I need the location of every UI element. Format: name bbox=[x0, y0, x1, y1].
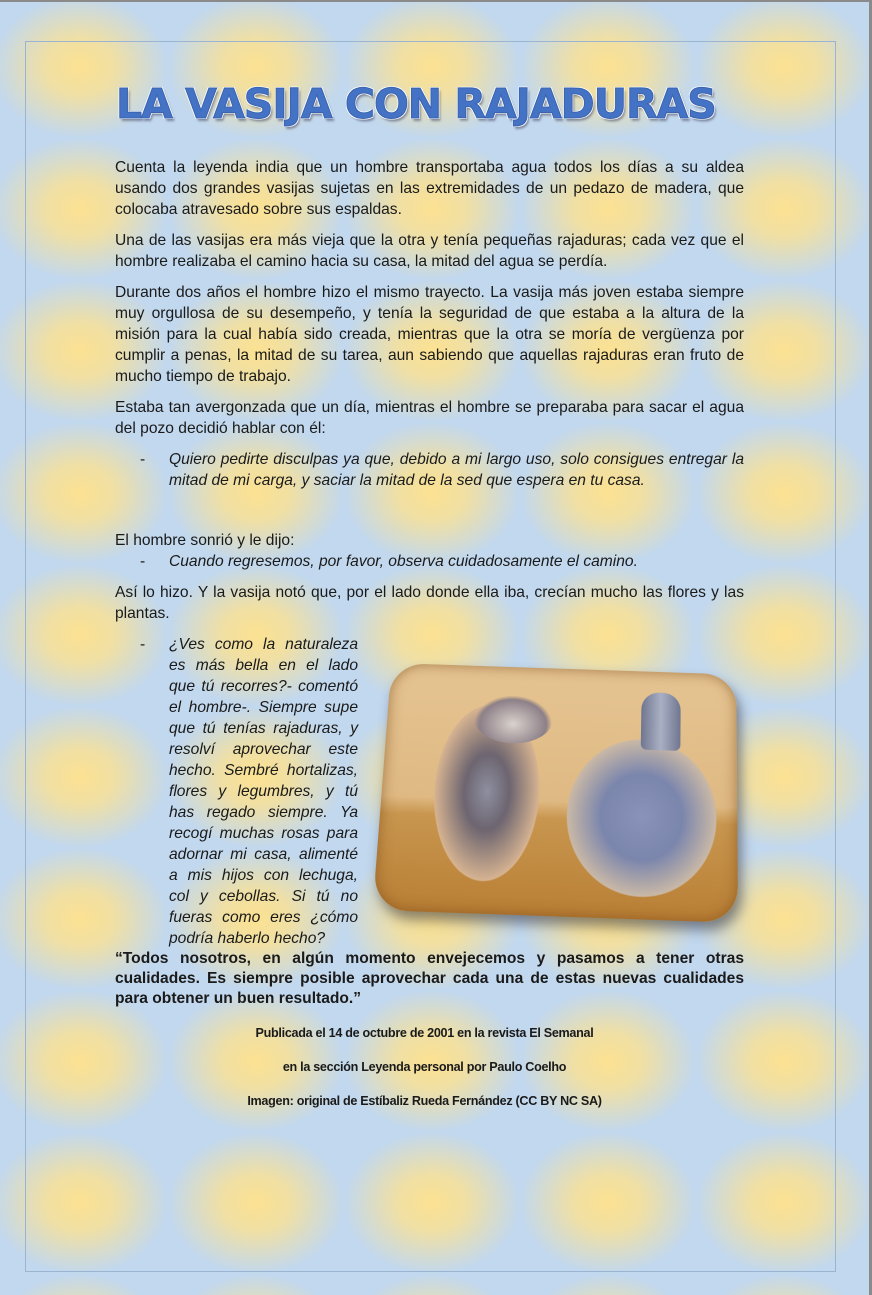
credit-publication: Publicada el 14 de octubre de 2001 en la revista El Semanal bbox=[255, 1026, 594, 1040]
dash-bullet: - bbox=[140, 451, 146, 468]
vase-left-knot bbox=[473, 694, 554, 745]
dialogue-apology-text: Quiero pedirte disculpas ya que, debido a mi largo uso, solo consigues entregar la mitad de mi carga, y saciar la mitad de la sed que espera en tu casa. bbox=[169, 451, 744, 489]
vases-image bbox=[373, 663, 738, 923]
paragraph-intro: Cuenta la leyenda india que un hombre transportaba agua todos los días a su aldea usando dos grandes vasijas sujetas en las extremidades de un pedazo de madera, que colocaba atravesado sobre sus espaldas. bbox=[115, 159, 744, 218]
dialogue-apology bbox=[115, 449, 744, 491]
document-body bbox=[115, 157, 744, 1125]
dash-bullet: - bbox=[140, 636, 146, 653]
paragraph-cracked-vase: Una de las vasijas era más vieja que la otra y tenía pequeñas rajaduras; cada vez que el hombre realizaba el camino hacia su casa, la mitad del agua se perdía. bbox=[115, 232, 744, 270]
dialogue-nature-text: ¿Ves como la naturaleza es más bella en el lado que tú recorres?- comentó el hombre-. Siempre supe que tú tenías rajaduras, y resolví aprovechar este hecho. Sembré hortalizas, flores y legumbres, y tú has regado siempre. Ya recogí muchas rosas para adornar mi casa, alimenté a mis hijos con lechuga, col y cebollas. Si tú no fueras como eres ¿cómo podría haberlo hecho? bbox=[169, 636, 358, 947]
moral-quote: “Todos nosotros, en algún momento envejecemos y pasamos a tener otras cualidades. Es siempre posible aprovechar cada una de estas nuevas cualidades para obtener un buen resultado.” bbox=[115, 950, 744, 1007]
paragraph-two-years: Durante dos años el hombre hizo el mismo trayecto. La vasija más joven estaba siempre muy orgullosa de su desempeño, y tenía la seguridad de que estaba a la altura de la misión para la cual había sido creada, mientras que la otra se moría de vergüenza por cumplir a penas, la mitad de su tarea, aun sabiendo que aquellas rajaduras eran fruto de mucho tiempo de trabajo. bbox=[115, 284, 744, 385]
dialogue-nature bbox=[115, 634, 358, 949]
credits bbox=[105, 1023, 744, 1111]
vase-right-neck bbox=[641, 692, 681, 751]
spacer bbox=[115, 501, 744, 530]
dialogue-observe-text: Cuando regresemos, por favor, observa cuidadosamente el camino. bbox=[169, 553, 638, 570]
paragraph-ashamed: Estaba tan avergonzada que un día, mientras el hombre se preparaba para sacar el agua del pozo decidió hablar con él: bbox=[115, 399, 744, 437]
vases-photo bbox=[364, 650, 744, 940]
paragraph-man-smiled: El hombre sonrió y le dijo: bbox=[115, 532, 295, 549]
paragraph-observed: Así lo hizo. Y la vasija notó que, por el lado donde ella iba, crecían mucho las flores y las plantas. bbox=[115, 584, 744, 622]
dialogue-observe bbox=[115, 551, 744, 572]
dialogue-with-image bbox=[115, 634, 744, 949]
credit-image: Imagen: original de Estíbaliz Rueda Fernández (CC BY NC SA) bbox=[247, 1094, 602, 1108]
credit-section-author: en la sección Leyenda personal por Paulo Coelho bbox=[282, 1060, 567, 1074]
document-title: LA VASIJA CON RAJADURAS bbox=[116, 80, 716, 128]
dash-bullet: - bbox=[140, 553, 146, 570]
